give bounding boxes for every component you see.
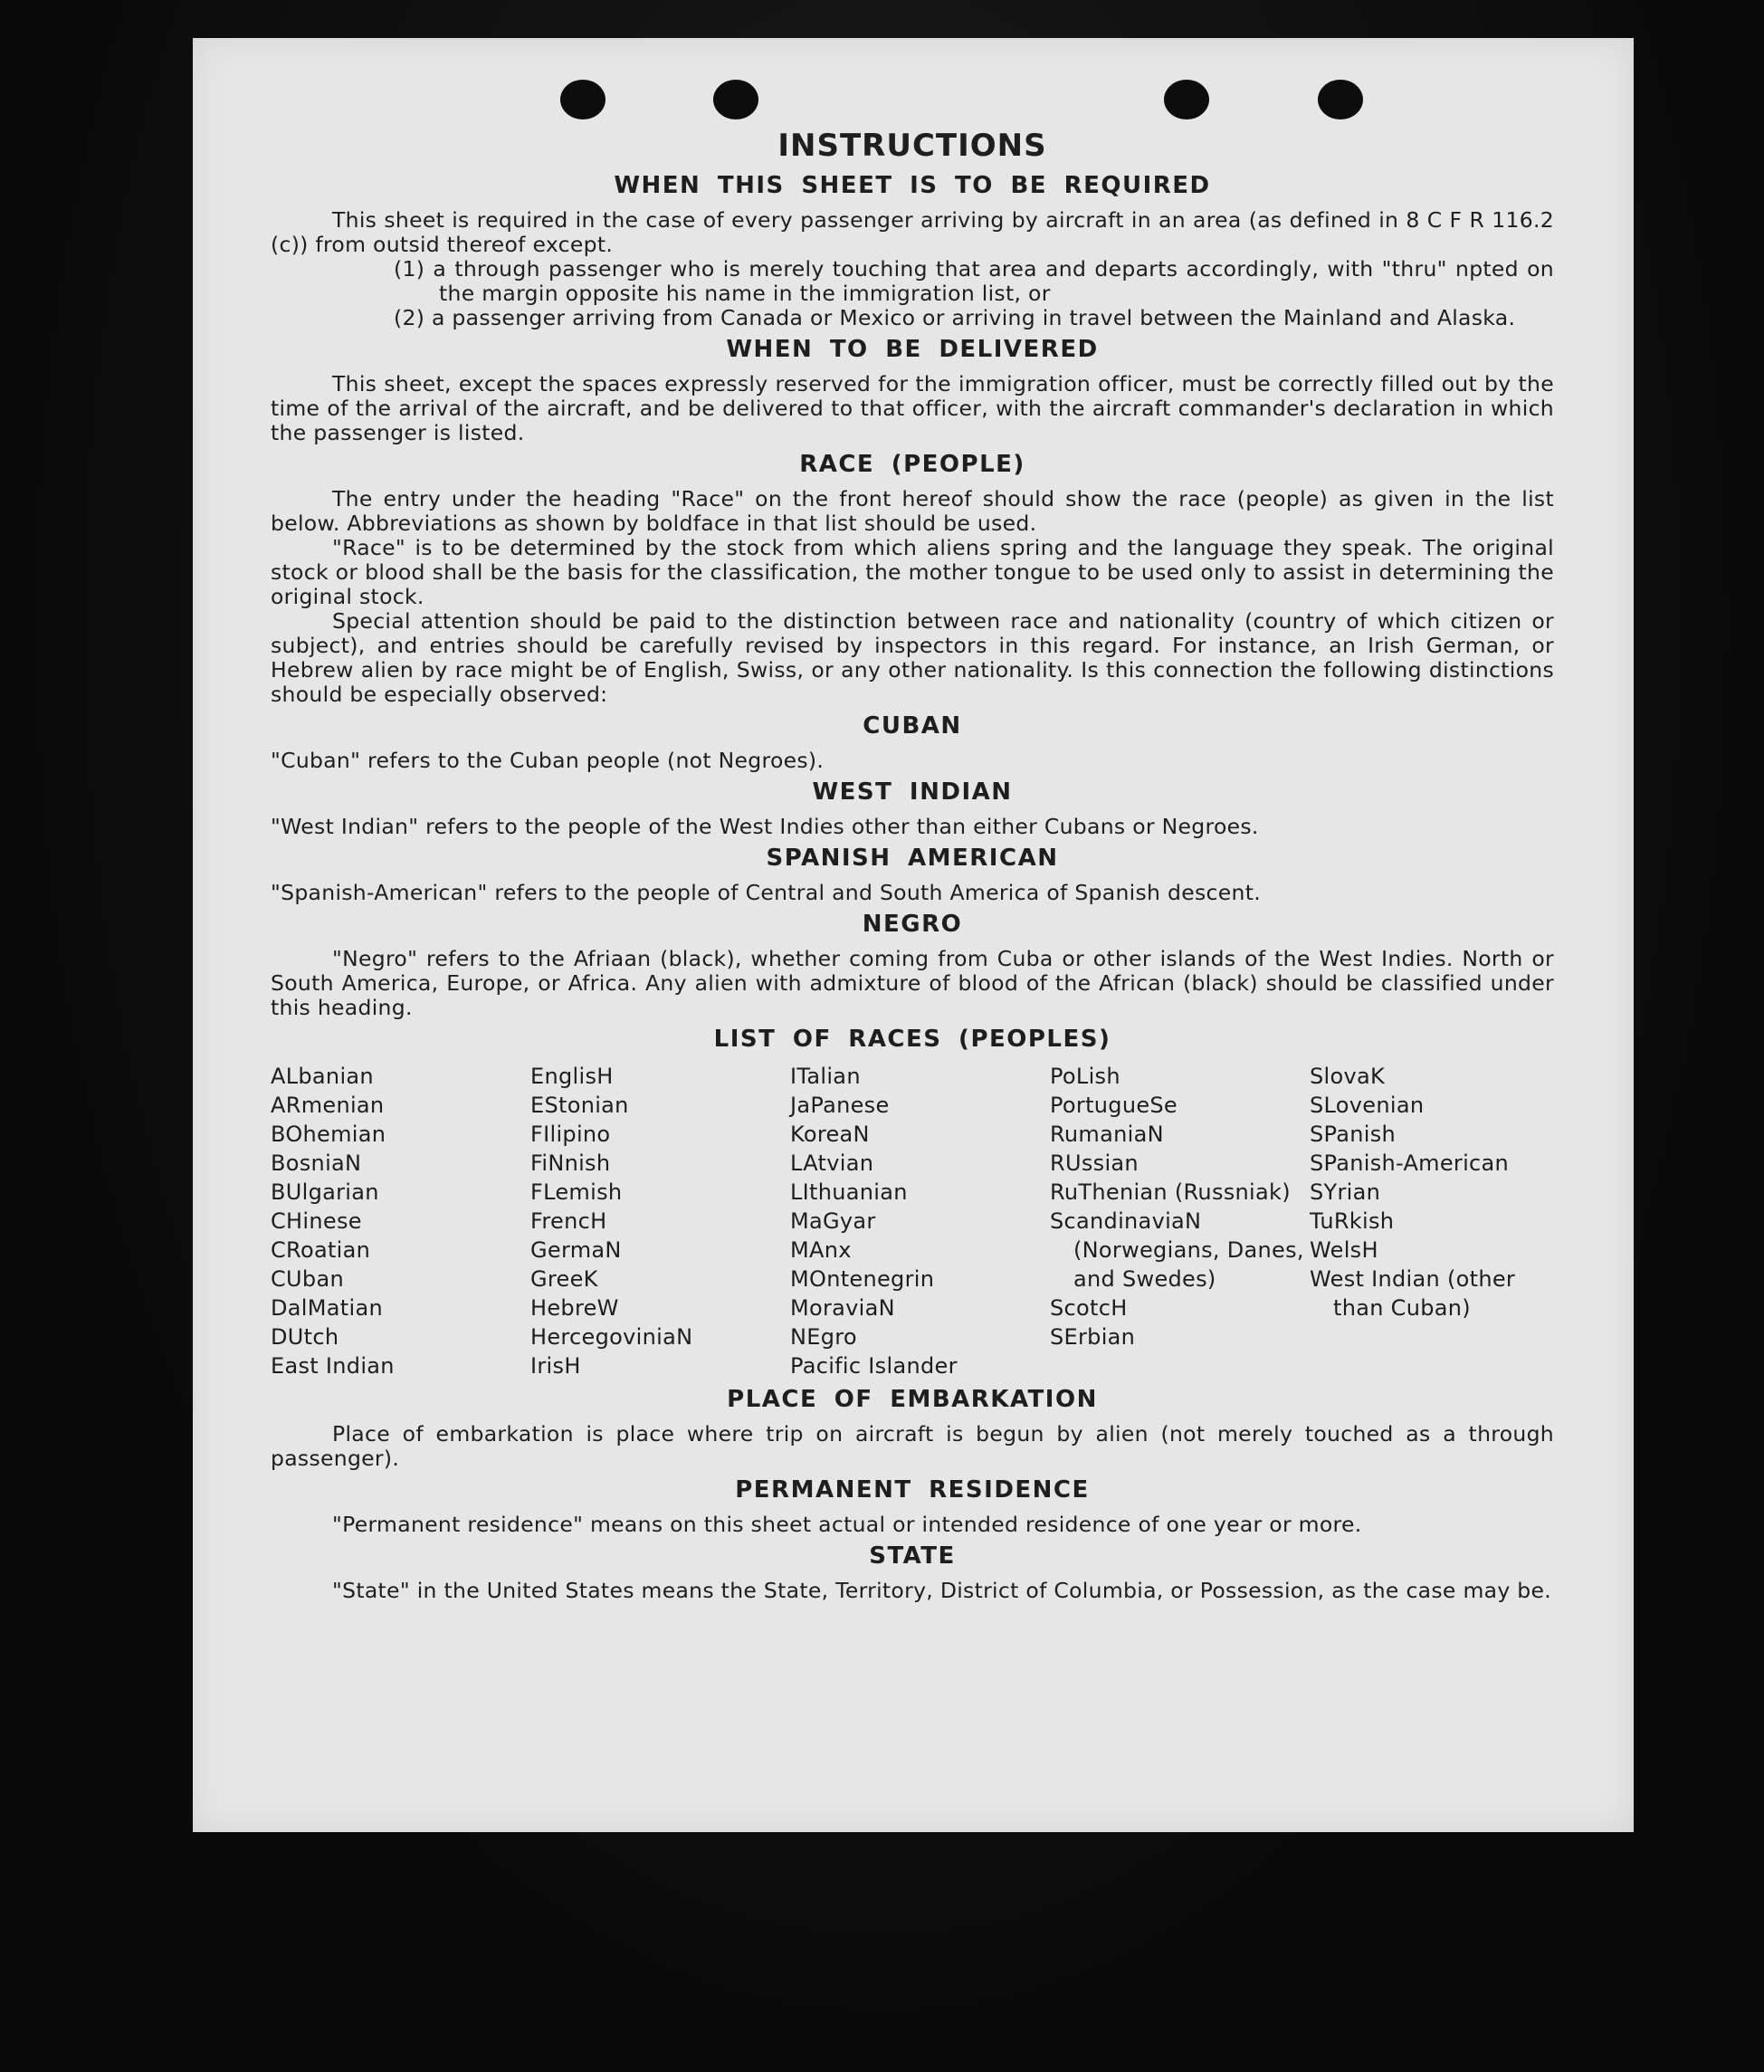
- race-paragraph-3: Special attention should be paid to the distinction between race and nationality (country of which citizen or subject), and entries should be carefully revised by inspectors in this regard. For instance, an Irish German, or Hebrew alien by race might be of English, Swiss, or any other nationality. Is this connection the following distinctions should be especially observed:: [271, 608, 1554, 707]
- race-item: SErbian: [1050, 1324, 1136, 1350]
- race-item: TuRkish: [1310, 1208, 1395, 1234]
- race-item: MaGyar: [790, 1208, 876, 1234]
- race-list: [271, 1062, 1554, 1380]
- race-item: IrisH: [530, 1353, 581, 1379]
- punch-hole: [1318, 80, 1363, 119]
- negro-text: "Negro" refers to the Afriaan (black), whether coming from Cuba or other islands of the West Indies. North or South America, Europe, or Africa. Any alien with admixture of blood of the African (black) should be classified under this heading.: [271, 946, 1554, 1020]
- race-column: [530, 1062, 790, 1380]
- section-heading-list-of-races: LIST OF RACES (PEOPLES): [713, 1026, 1111, 1053]
- race-item: MOntenegrin: [790, 1266, 935, 1292]
- section-heading-embarkation: PLACE OF EMBARKATION: [727, 1386, 1098, 1413]
- residence-text: "Permanent residence" means on this sheet actual or intended residence of one year or more.: [332, 1512, 1362, 1537]
- punch-hole: [1164, 80, 1209, 119]
- punch-hole: [560, 80, 605, 119]
- race-item: WelsH: [1310, 1237, 1378, 1263]
- race-item: West Indian (other than Cuban): [1310, 1266, 1516, 1321]
- instructions-content: [271, 129, 1554, 1603]
- race-column: [1310, 1062, 1569, 1380]
- section-heading-spanish-american: SPANISH AMERICAN: [766, 845, 1059, 872]
- race-item: DUtch: [271, 1324, 339, 1350]
- race-item: BUlgarian: [271, 1179, 379, 1205]
- section-heading-cuban: CUBAN: [863, 712, 962, 740]
- section-heading-state: STATE: [869, 1542, 956, 1570]
- race-item: EStonian: [530, 1093, 629, 1118]
- race-item: RUssian: [1050, 1151, 1139, 1176]
- race-item: FiNnish: [530, 1151, 611, 1176]
- section-heading-west-indian: WEST INDIAN: [812, 778, 1013, 806]
- section-heading-delivered: WHEN TO BE DELIVERED: [726, 336, 1099, 363]
- race-item: CUban: [271, 1266, 344, 1292]
- race-item: GreeK: [530, 1266, 598, 1292]
- race-column: [271, 1062, 530, 1380]
- race-item: CRoatian: [271, 1237, 371, 1263]
- delivered-text: This sheet, except the spaces expressly reserved for the immigration officer, must be correctly filled out by the time of the arrival of the aircraft, and be delivered to that officer, with the aircraft commander's declaration in which the passenger is listed.: [271, 371, 1554, 445]
- race-item: KoreaN: [790, 1122, 870, 1147]
- race-item: MoraviaN: [790, 1295, 895, 1321]
- race-item: LIthuanian: [790, 1179, 908, 1205]
- race-item: BosniaN: [271, 1151, 362, 1176]
- race-item: CHinese: [271, 1208, 362, 1234]
- race-item: FIlipino: [530, 1122, 611, 1147]
- race-item: ALbanian: [271, 1064, 374, 1089]
- race-paragraph-2: "Race" is to be determined by the stock from which aliens spring and the language they speak. The original stock or blood shall be the basis for the classification, the mother tongue to be used only to assist in determining the original stock.: [271, 535, 1554, 609]
- race-item: ARmenian: [271, 1093, 385, 1118]
- race-item: GermaN: [530, 1237, 622, 1263]
- race-item: East Indian: [271, 1353, 395, 1379]
- race-item: ITalian: [790, 1064, 861, 1089]
- race-item: RumaniaN: [1050, 1122, 1164, 1147]
- race-item: SYrian: [1310, 1179, 1381, 1205]
- race-item: SlovaK: [1310, 1064, 1386, 1089]
- punch-hole: [713, 80, 758, 119]
- race-item: DalMatian: [271, 1295, 383, 1321]
- race-item: LAtvian: [790, 1151, 874, 1176]
- section-heading-required: WHEN THIS SHEET IS TO BE REQUIRED: [614, 172, 1211, 199]
- race-item: ScandinaviaN (Norwegians, Danes, and Swedes): [1050, 1208, 1304, 1292]
- required-exception-1: (1) a through passenger who is merely touching that area and departs accordingly, with "thru" npted on the margin opposite his name in the immigration list, or: [394, 256, 1554, 306]
- required-intro: This sheet is required in the case of every passenger arriving by aircraft in an area (as defined in 8 C F R 116.2 (c)) from outsid thereof except.: [271, 207, 1554, 257]
- page-title: INSTRUCTIONS: [777, 128, 1047, 164]
- section-heading-residence: PERMANENT RESIDENCE: [735, 1476, 1090, 1504]
- race-item: HercegoviniaN: [530, 1324, 693, 1350]
- race-item: PoLish: [1050, 1064, 1120, 1089]
- race-item: HebreW: [530, 1295, 619, 1321]
- race-column: [790, 1062, 1050, 1380]
- embarkation-text: Place of embarkation is place where trip on aircraft is begun by alien (not merely touched as a through passenger).: [271, 1421, 1554, 1471]
- race-item: SLovenian: [1310, 1093, 1425, 1118]
- section-heading-race: RACE (PEOPLE): [799, 451, 1025, 478]
- race-item: SPanish-American: [1310, 1151, 1510, 1176]
- spanish-american-text: "Spanish-American" refers to the people of Central and South America of Spanish descent.: [271, 880, 1261, 905]
- race-item: JaPanese: [790, 1093, 890, 1118]
- race-item: Pacific Islander: [790, 1353, 958, 1379]
- race-item: RuThenian (Russniak): [1050, 1179, 1291, 1205]
- race-paragraph-1: The entry under the heading "Race" on the front hereof should show the race (people) as given in the list below. Abbreviations as shown by boldface in that list should be used.: [271, 486, 1554, 536]
- race-item: NEgro: [790, 1324, 857, 1350]
- west-indian-text: "West Indian" refers to the people of the West Indies other than either Cubans or Negroes.: [271, 814, 1259, 839]
- race-item: ScotcH: [1050, 1295, 1128, 1321]
- cuban-text: "Cuban" refers to the Cuban people (not Negroes).: [271, 748, 825, 773]
- document-page: [193, 38, 1634, 1832]
- race-item: EnglisH: [530, 1064, 614, 1089]
- section-heading-negro: NEGRO: [862, 911, 963, 938]
- race-item: MAnx: [790, 1237, 852, 1263]
- required-exception-2: (2) a passenger arriving from Canada or Mexico or arriving in travel between the Mainland and Alaska.: [394, 305, 1516, 330]
- race-item: SPanish: [1310, 1122, 1397, 1147]
- race-column: [1050, 1062, 1310, 1380]
- race-item: FLemish: [530, 1179, 623, 1205]
- state-text: "State" in the United States means the State, Territory, District of Columbia, or Possession, as the case may be.: [332, 1578, 1552, 1603]
- race-item: FrencH: [530, 1208, 607, 1234]
- race-item: PortugueSe: [1050, 1093, 1178, 1118]
- race-item: BOhemian: [271, 1122, 386, 1147]
